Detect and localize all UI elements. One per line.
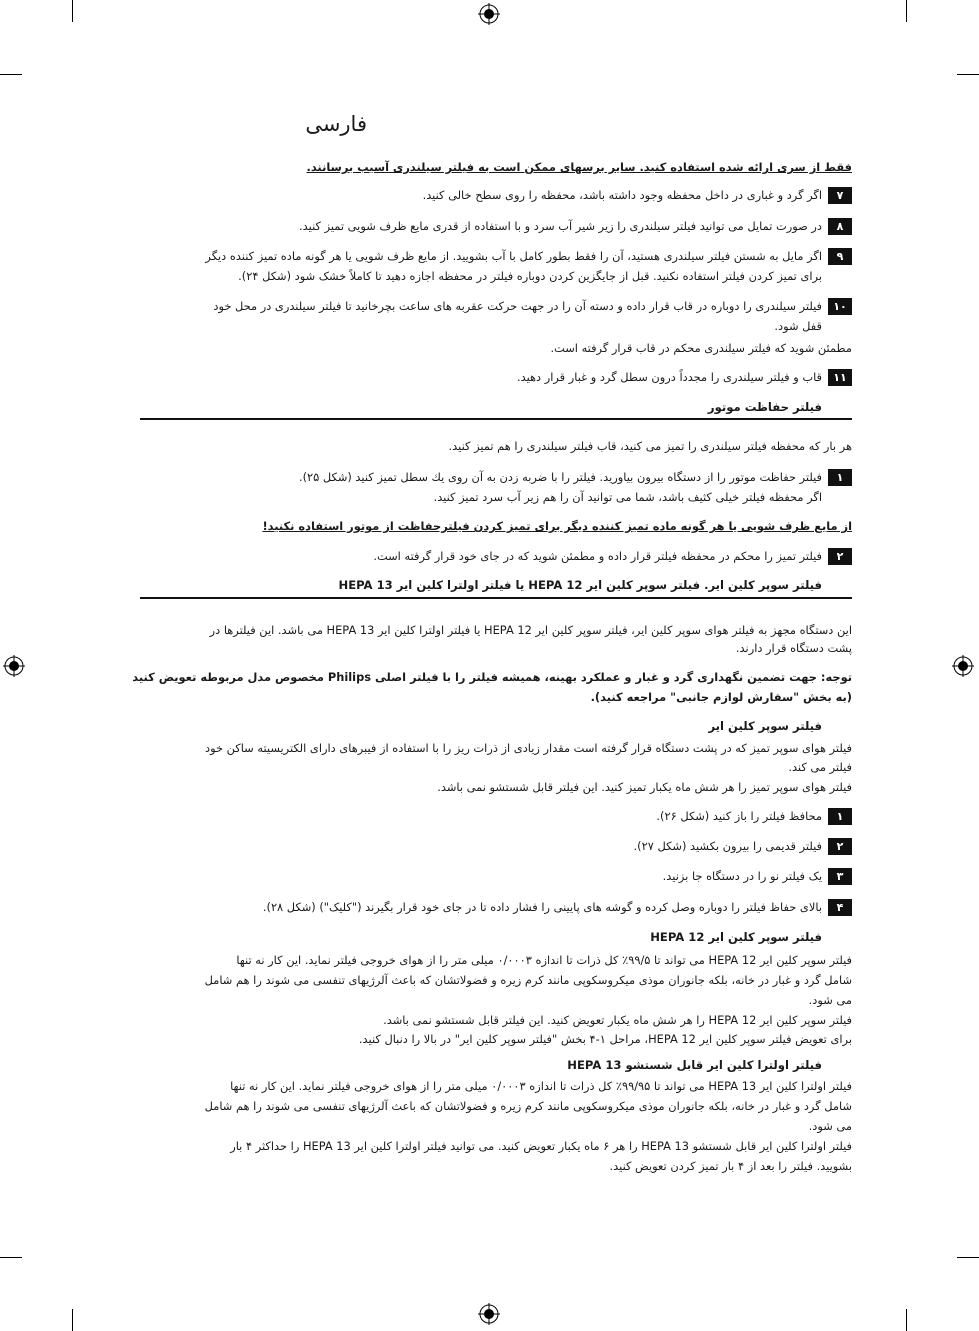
subsection-title-sca: فیلتر سوپر کلین ایر bbox=[708, 719, 822, 733]
crop-mark bbox=[0, 1257, 22, 1258]
step-text: قاب و فیلتر سیلندری را مجدداً درون سطل گرد و غبار قرار دهید. bbox=[517, 370, 822, 384]
step-item bbox=[140, 806, 852, 827]
step-number: ۹ bbox=[828, 248, 852, 265]
subsection-title-hepa13: فیلتر اولترا کلین ایر قابل شستشو HEPA 13 bbox=[567, 1058, 822, 1072]
step-text: اگر گرد و غباری در داخل محفظه وجود داشته باشد، محفظه را روی سطح خالی کنید. bbox=[422, 188, 822, 202]
step-item bbox=[140, 246, 852, 267]
step-item bbox=[140, 546, 852, 567]
language-title: فارسی bbox=[305, 112, 367, 136]
intro-text: فقط از سری ارائه شده استفاده کنید. سایر برسهای ممکن است به فیلتر سیلندری آسیب برسانند. bbox=[306, 160, 852, 174]
registration-mark-icon bbox=[478, 3, 500, 25]
step-text: فیلتر قدیمی را بیرون بکشید (شکل ۲۷). bbox=[633, 839, 822, 853]
registration-mark-icon bbox=[952, 655, 974, 677]
crop-mark bbox=[957, 1257, 979, 1258]
section-title-motor-filter: فیلتر حفاظت موتور bbox=[707, 400, 822, 414]
step-number: ۱۰ bbox=[828, 298, 852, 315]
sca-text: فیلتر هوای سوپر تمیز را هر شش ماه یکبار تمیز کنید. این فیلتر قابل شستشو نمی باشد. bbox=[437, 780, 852, 794]
crop-mark bbox=[906, 0, 907, 22]
crop-mark bbox=[957, 74, 979, 75]
super-intro: پشت دستگاه قرار دارند. bbox=[735, 641, 852, 655]
crop-mark bbox=[72, 0, 73, 22]
section-rule bbox=[140, 418, 852, 420]
motor-intro: هر بار که محفظه فیلتر سیلندری را تمیز می کنید، قاب فیلتر سیلندری را هم تمیز کنید. bbox=[448, 439, 852, 453]
hepa12-text: شامل گرد و غبار در خانه، بلکه جانوران موذی میکروسکوپی مانند کرم زیره و فضولاتشان که باعث آلرژیهای تنفسی می شوند را هم شامل bbox=[204, 973, 852, 987]
note-text: توجه: جهت تضمین نگهداری گرد و غبار و عملکرد بهینه، همیشه فیلتر را با فیلتر اصلی Philips مخصوص مدل مربوطه تعویض کنید bbox=[132, 670, 852, 684]
hepa13-text: فیلتر اولترا کلین ایر قابل شستشو HEPA 13 را هر ۶ ماه یکبار تعویض کنید. می توانید فیلتر اولترا کلین ایر HEPA 13 را حداکثر ۴ بار bbox=[230, 1139, 852, 1153]
step-number: ۲ bbox=[828, 548, 852, 565]
hepa12-text: فیلتر سوپر کلین ایر HEPA 12 می تواند تا ۹۹/۵٪ کل ذرات تا اندازه ۰/۰۰۰۳ میلی متر را از هوای خروجی فیلتر نماید. این کار نه تنها bbox=[236, 953, 852, 967]
step-text: محافظ فیلتر را باز کنید (شکل ۲۶). bbox=[656, 809, 822, 823]
hepa13-text: شامل گرد و غبار در خانه، بلکه جانوران موذی میکروسکوپی مانند کرم زیره و فضولاتشان که باعث آلرژیهای تنفسی می شوند را هم شامل bbox=[204, 1099, 852, 1113]
registration-mark-icon bbox=[3, 655, 25, 677]
sca-text: فیلتر می کند. bbox=[788, 760, 852, 774]
step-text: اگر مایل به شستن فیلتر سیلندری هستید، آن را فقط بطور کامل با آب بشویید. از مایع ظرف شویی یا هر گونه ماده تمیز کننده دیگر bbox=[205, 249, 822, 263]
step-number: ۷ bbox=[828, 187, 852, 204]
step-item bbox=[140, 185, 852, 206]
warning-text: از مایع ظرف شویی یا هر گونه ماده تمیز کننده دیگر برای تمیز کردن فیلترحفاظت از موتور استفاده نکنید! bbox=[262, 519, 852, 533]
step-item bbox=[140, 216, 852, 237]
super-intro: این دستگاه مجهز به فیلتر هوای سوپر کلین ایر، فیلتر سوپر کلین ایر HEPA 12 یا فیلتر اولترا کلین ایر HEPA 13 می باشد. این فیلترها در bbox=[209, 623, 852, 637]
crop-mark bbox=[0, 74, 22, 75]
subsection-title-hepa12: فیلتر سوپر کلین ایر HEPA 12 bbox=[650, 930, 822, 944]
step-text: بالای حفاظ فیلتر را دوباره وصل کرده و گوشه های پایینی را فشار داده تا در جای خود قرار بگیرند ("کلیک") (شکل ۲۸). bbox=[262, 900, 822, 914]
step-continuation: اگر محفظه فیلتر خیلی کثیف باشد، شما می توانید آن را هم زیر آب سرد تمیز کنید. bbox=[433, 490, 822, 504]
step-item bbox=[140, 467, 852, 488]
step-number: ۱ bbox=[828, 808, 852, 825]
step-item bbox=[140, 897, 852, 918]
step-text: فیلتر سیلندری را دوباره در قاب قرار داده و دسته آن را در جهت حرکت عقربه های ساعت بچرخانید تا فیلتر سیلندری در محل خود bbox=[213, 299, 822, 313]
sca-text: فیلتر هوای سوپر تمیز که در پشت دستگاه قرار گرفته است مقدار زیادی از ذرات ریز را با استفاده از فیبرهای دارای الکتریسیته ساکن خود bbox=[205, 741, 852, 755]
section-title-super-clean-air: فیلتر سوپر کلین ایر. فیلتر سوپر کلین ایر HEPA 12 یا فیلتر اولترا کلین ایر HEPA 13 bbox=[338, 578, 822, 592]
crop-mark bbox=[72, 1309, 73, 1331]
hepa12-text: فیلتر سوپر کلین ایر HEPA 12 را هر شش ماه یکبار تعویض کنید. این فیلتر قابل شستشو نمی باشد. bbox=[383, 1013, 852, 1027]
step-text: فیلتر حفاظت موتور را از دستگاه بیرون بیاورید. فیلتر را با ضربه زدن به آن روی یك سطل تمیز كنید (شكل ۲۵). bbox=[298, 470, 822, 484]
crop-mark bbox=[906, 1309, 907, 1331]
note-text: (به بخش "سفارش لوازم جانبی" مراجعه کنید). bbox=[590, 690, 852, 704]
step-item bbox=[140, 836, 852, 857]
step-text: یک فیلتر نو را در دستگاه جا بزنید. bbox=[662, 869, 822, 883]
registration-mark-icon bbox=[478, 1303, 500, 1325]
step-item bbox=[140, 367, 852, 388]
step-number: ۲ bbox=[828, 838, 852, 855]
hepa13-text: می شود. bbox=[808, 1119, 852, 1133]
section-rule bbox=[140, 597, 852, 599]
step-number: ۴ bbox=[828, 899, 852, 916]
hepa12-text: برای تعویض فیلتر سوپر کلین ایر HEPA 12، مراحل ۱-۴ بخش "فیلتر سوپر کلین ایر" در بالا را دنبال کنید. bbox=[358, 1032, 852, 1046]
step-number: ۸ bbox=[828, 218, 852, 235]
hepa12-text: می شود. bbox=[808, 993, 852, 1007]
hepa13-text: فیلتر اولترا کلین ایر HEPA 13 می تواند تا ۹۹/۹۵٪ کل ذرات تا اندازه ۰/۰۰۰۳ میلی متر را از هوای خروجی فیلتر نماید. این کار نه تنها bbox=[230, 1079, 852, 1093]
step-text: فیلتر تمیز را محکم در محفظه فیلتر قرار داده و مطمئن شوید که در جای خود قرار گرفته است. bbox=[373, 549, 822, 563]
step-continuation: قفل شود. bbox=[774, 319, 822, 333]
step-number: ۳ bbox=[828, 868, 852, 885]
step-note: مطمئن شوید که فیلتر سیلندری محکم در قاب قرار گرفته است. bbox=[550, 341, 852, 355]
hepa13-text: بشویید. فیلتر را بعد از ۴ بار تمیز کردن تعویض کنید. bbox=[609, 1159, 852, 1173]
step-item bbox=[140, 866, 852, 887]
step-item bbox=[140, 296, 852, 317]
step-text: در صورت تمایل می توانید فیلتر سیلندری را زیر شیر آب سرد و با استفاده از قدری مایع ظرف شویی تمیز کنید. bbox=[299, 219, 822, 233]
step-number: ۱۱ bbox=[828, 369, 852, 386]
step-number: ۱ bbox=[828, 469, 852, 486]
step-continuation: برای تمیز کردن فیلتر استفاده نکنید. قبل از جایگزین کردن دوباره فیلتر در محفظه اجازه دهید تا کاملاً خشک شود (شکل ۲۴). bbox=[238, 269, 822, 283]
